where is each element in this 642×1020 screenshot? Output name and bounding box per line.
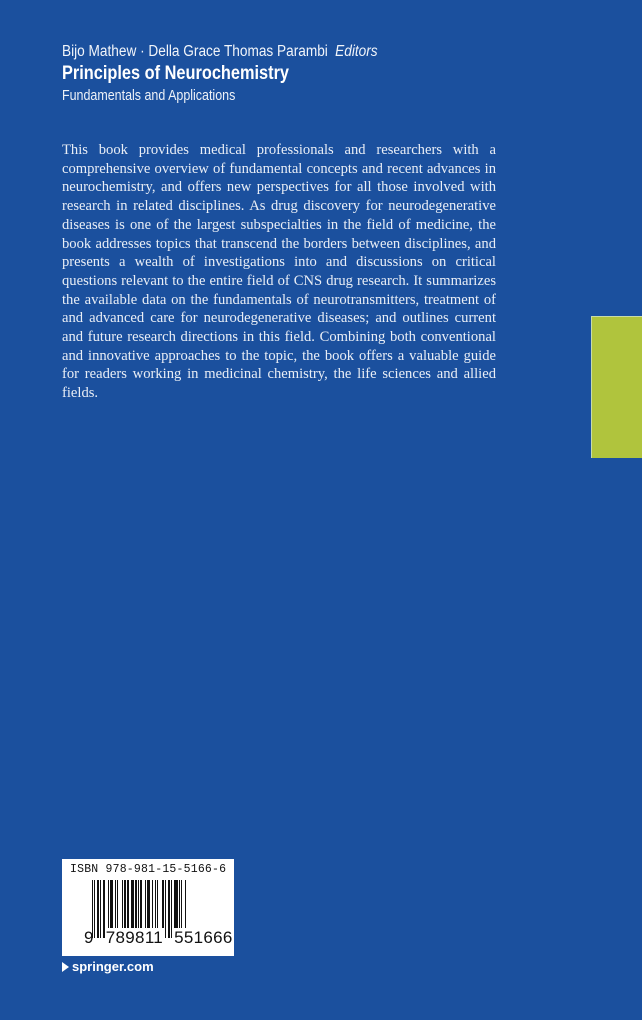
book-title: Principles of Neurochemistry <box>62 63 290 84</box>
book-subtitle: Fundamentals and Applications <box>62 88 236 104</box>
barcode-digits <box>84 929 234 947</box>
book-description: This book provides medical professionals and researchers with a comprehensive overview of fundamental concepts and recent advances in neurochemistry, and offers new perspectives for all those involved with research in related disciplines. As drug discovery for neurodegenerative diseases is one of the largest subspecialties in the field of medicine, the book addresses topics that transcend the borders between disciplines, and presents a wealth of investigations into and discussions on critical questions relevant to the entire field of CNS drug research. It summarizes the available data on the fundamentals of neurotransmitters, treatment of and advanced care for neurodegenerative diseases; and outlines current and future research directions in this field. Combining both conventional and innovative approaches to the topic, the book offers a valuable guide for readers working in medicinal chemistry, the life sciences and allied fields. <box>62 142 496 402</box>
isbn-label: ISBN 978-981-15-5166-6 <box>70 863 227 876</box>
barcode-digits-left: 789811 <box>105 928 164 947</box>
cover-header <box>62 42 542 106</box>
arrow-right-icon <box>62 962 69 972</box>
isbn-barcode <box>62 859 234 956</box>
editors-role: Editors <box>335 43 378 60</box>
publisher-link-text: springer.com <box>72 959 154 974</box>
editors-names: Bijo Mathew · Della Grace Thomas Parambi <box>62 43 328 60</box>
spine-color-tab <box>591 316 642 458</box>
publisher-link[interactable] <box>62 959 154 974</box>
barcode-digit-first: 9 <box>84 928 94 947</box>
barcode-digits-right: 551666 <box>174 928 233 947</box>
editors-line <box>62 42 484 62</box>
